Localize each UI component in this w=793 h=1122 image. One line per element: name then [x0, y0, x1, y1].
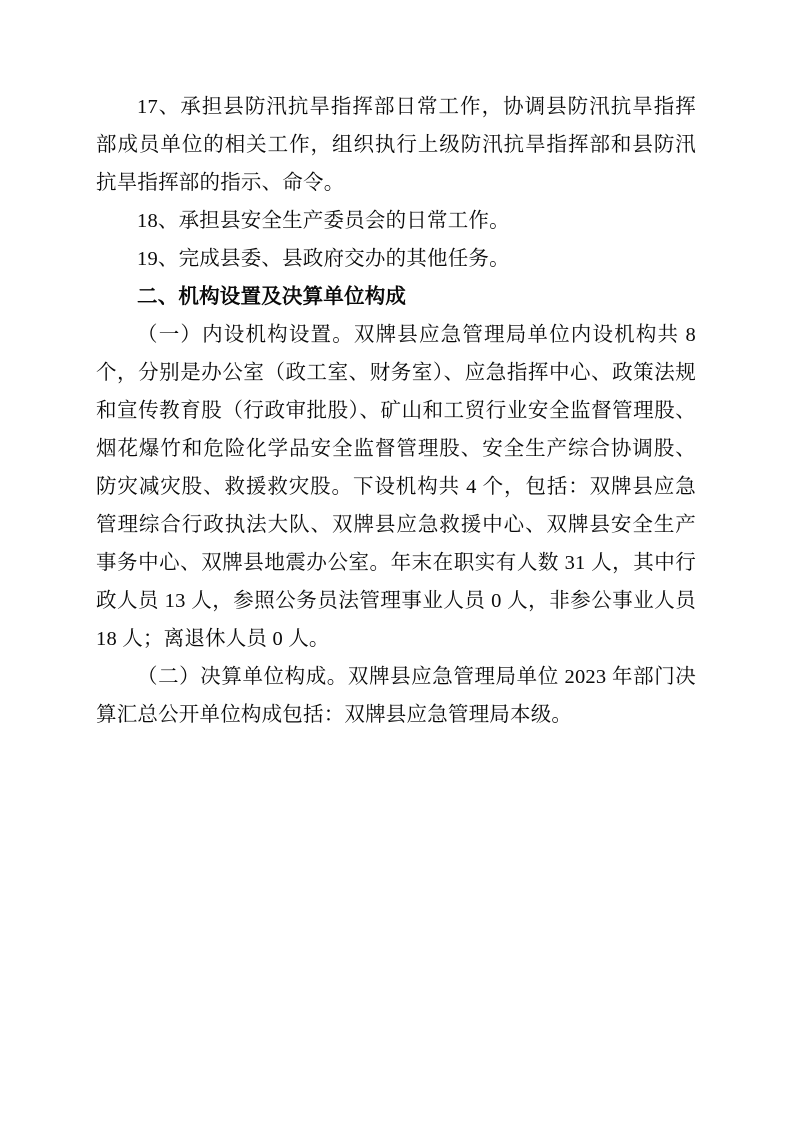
paragraph-item-18: 18、承担县安全生产委员会的日常工作。 — [137, 210, 510, 232]
section-heading-two: 二、机构设置及决算单位构成 — [137, 286, 407, 308]
paragraph-item-19: 19、完成县委、县政府交办的其他任务。 — [137, 248, 510, 270]
document-body — [96, 88, 696, 734]
paragraph-settlement-units: （二）决算单位构成。双牌县应急管理局单位 2023 年部门决算汇总公开单位构成包括：双牌县应急管理局本级。 — [96, 666, 696, 726]
paragraph-item-17: 17、承担县防汛抗旱指挥部日常工作，协调县防汛抗旱指挥部成员单位的相关工作，组织执行上级防汛抗旱指挥部和县防汛抗旱指挥部的指示、命令。 — [96, 96, 696, 194]
paragraph-internal-organization: （一）内设机构设置。双牌县应急管理局单位内设机构共 8 个，分别是办公室（政工室、财务室）、应急指挥中心、政策法规和宣传教育股（行政审批股）、矿山和工贸行业安全监督管理股、烟花爆竹和危险化学品安全监督管理股、安全生产综合协调股、防灾减灾股、救援救灾股。下设机构共 4 个，包括：双牌县应急管理综合行政执法大队、双牌县应急救援中心、双牌县安全生产事务中心、双牌县地震办公室。年末在职实有人数 31 人，其中行政人员 13 人，参照公务员法管理事业人员 0 人，非参公事业人员 18 人；离退休人员 0 人。 — [96, 324, 696, 650]
